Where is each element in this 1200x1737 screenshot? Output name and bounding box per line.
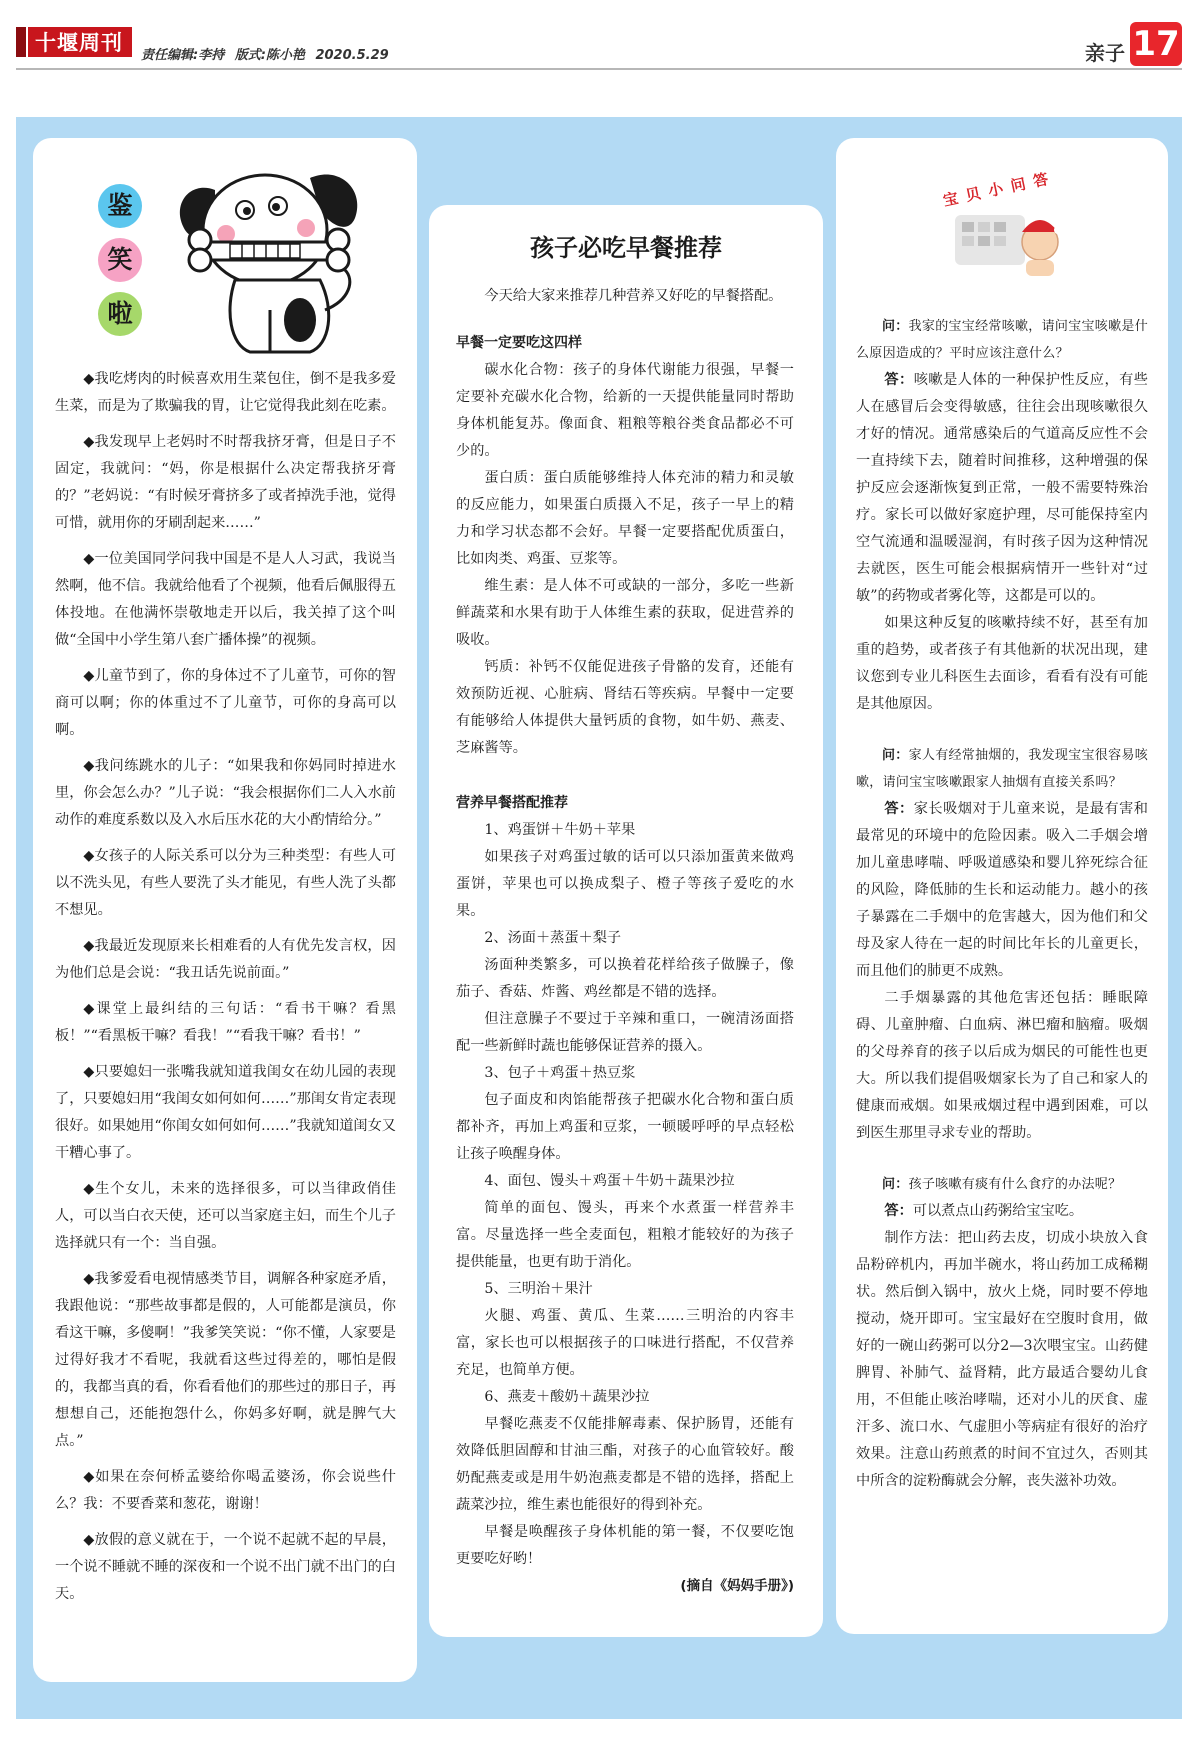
logo-bubble-2: 笑 [98,238,142,282]
cartoon-dog-icon [160,160,390,360]
joke-item: ◆我最近发现原来长相难看的人有优先发言权，因为他们总是会说：“我丑话先说前面。” [55,938,396,981]
joke-item: ◆我爹爱看电视情感类节目，调解各种家庭矛盾，我跟他说：“那些故事都是假的，人可能都是演员，你看这干嘛，多傻啊！”我爹笑笑说：“你不懂，人家要是过得好我才不看呢，我就看这些过得差的，哪怕是假的，我都当真的看，你看看他们的那些过的那日子，再想想自己，还能抱怨什么，你妈多好啊，就是脾气大点。” [55,1271,396,1449]
breakfast-intro: 今天给大家来推荐几种营养又好吃的早餐搭配。 [484,288,783,304]
layout-designer: 版式:陈小艳 [234,48,305,63]
question-text: 孩子咳嗽有痰有什么食疗的办法呢？ [908,1177,1122,1192]
nutrient-paragraph: 维生素：是人体不可或缺的一部分，多吃一些新鲜蔬菜和水果有助于人体维生素的获取，促进营养的吸收。 [456,578,794,648]
joke-item: ◆儿童节到了，你的身体过不了儿童节，可你的智商可以啊；你的体重过不了儿童节，可你的身高可以啊。 [55,668,396,738]
answer-3-continued: 制作方法：把山药去皮，切成小块放入食品粉碎机内，再加半碗水，将山药加工成稀糊状。然后倒入锅中，放火上烧，同时要不停地搅动，烧开即可。宝宝最好在空腹时食用，做好的一碗山药粥可以分2—3次喂宝宝。山药健脾胃、补肺气、益肾精，此方最适合婴幼儿食用，不但能止咳治哮喘，还对小儿的厌食、虚汗多、流口水、气虚胆小等病症有很好的治疗效果。注意山药煎煮的时间不宜过久，否则其中所含的淀粉酶就会分解，丧失滋补功效。 [856,1230,1148,1489]
combo-title: 6、燕麦＋酸奶＋蔬果沙拉 [484,1389,650,1405]
qa-logo [930,170,1080,280]
answer-2-continued: 二手烟暴露的其他危害还包括：睡眠障碍、儿童肿瘤、白血病、淋巴瘤和脑瘤。吸烟的父母养育的孩子以后成为烟民的可能性也更大。所以我们提倡吸烟家长为了自己和家人的健康而戒烟。如果戒烟过程中遇到困难，可以到医生那里寻求专业的帮助。 [856,990,1148,1141]
qa-logo-text: 宝贝小问答 [941,168,1058,210]
masthead-title: 十堰周刊 [35,30,123,55]
joke-item: ◆生个女儿，未来的选择很多，可以当律政俏佳人，可以当白衣天使，还可以当家庭主妇，而生个儿子选择就只有一个：当自强。 [55,1181,396,1251]
joke-item: ◆我发现早上老妈时不时帮我挤牙膏，但是日子不固定，我就问：“妈，你是根据什么决定帮我挤牙膏的？”老妈说：“有时候牙膏挤多了或者掉洗手池，觉得可惜，就用你的牙刷刮起来……” [55,434,396,531]
combo-paragraph: 包子面皮和肉馅能帮孩子把碳水化合物和蛋白质都补齐，再加上鸡蛋和豆浆，一顿暖呼呼的早点轻松让孩子唤醒身体。 [456,1092,794,1162]
editor-credits [141,44,395,63]
joke-item: ◆女孩子的人际关系可以分为三种类型：有些人可以不洗头见，有些人要洗了头才能见，有些人洗了头都不想见。 [55,848,396,918]
breakfast-title: 孩子必吃早餐推荐 [530,233,722,262]
jokes-text [55,366,396,1617]
question-label: 问： [882,748,909,763]
combo-paragraph: 但注意臊子不要过于辛辣和重口，一碗清汤面搭配一些新鲜时蔬也能够保证营养的摄入。 [456,1011,794,1054]
page-header [0,0,1200,80]
answer-text: 家长吸烟对于儿童来说，是最有害和最常见的环境中的危险因素。吸入二手烟会增加儿童患哮喘、呼吸道感染和婴儿猝死综合征的风险，降低肺的生长和运动能力。越小的孩子暴露在二手烟中的危害越大，因为他们和父母及家人待在一起的时间比年长的儿童更长，而且他们的肺更不成熟。 [856,801,1148,979]
nutrient-paragraph: 钙质：补钙不仅能促进孩子骨骼的发育，还能有效预防近视、心脏病、肾结石等疾病。早餐中一定要有能够给人体提供大量钙质的食物，如牛奶、燕麦、芝麻酱等。 [456,659,794,756]
jokes-logo [50,160,390,360]
answer-1-continued: 如果这种反复的咳嗽持续不好，甚至有加重的趋势，或者孩子有其他新的状况出现，建议您到专业儿科医生去面诊，看看有没有可能是其他原因。 [856,615,1148,712]
answer-label: 答： [884,372,914,388]
nutrient-paragraph: 碳水化合物：孩子的身体代谢能力很强，早餐一定要补充碳水化合物，给新的一天提供能量同时帮助身体机能复苏。像面食、粗粮等粮谷类食品都必不可少的。 [456,362,794,459]
question-text: 我家的宝宝经常咳嗽，请问宝宝咳嗽是什么原因造成的？平时应该注意什么？ [856,319,1149,361]
article-source: (摘自《妈妈手册》) [680,1578,794,1594]
masthead-strip [16,27,28,57]
combo-title: 3、包子＋鸡蛋＋热豆浆 [484,1065,636,1081]
combo-title: 5、三明治＋果汁 [484,1281,593,1297]
question-1 [856,313,1148,367]
combo-paragraph: 早餐吃燕麦不仅能排解毒素、保护肠胃，还能有效降低胆固醇和甘油三酯，对孩子的心血管较好。酸奶配燕麦或是用牛奶泡燕麦都是不错的选择，搭配上蔬菜沙拉，维生素也能很好的得到补充。 [456,1416,794,1513]
breakfast-text [456,283,794,1600]
combo-paragraph: 汤面种类繁多，可以换着花样给孩子做臊子，像茄子、香菇、炸酱、鸡丝都是不错的选择。 [456,957,794,1000]
answer-text: 可以煮点山药粥给宝宝吃。 [912,1203,1084,1219]
breakfast-closing: 早餐是唤醒孩子身体机能的第一餐，不仅要吃饱更要吃好哟！ [456,1524,794,1567]
section-heading-four-foods: 早餐一定要吃这四样 [456,335,582,351]
combo-paragraph: 如果孩子对鸡蛋过敏的话可以只添加蛋黄来做鸡蛋饼，苹果也可以换成梨子、橙子等孩子爱吃的水果。 [456,849,794,919]
nutrient-paragraph: 蛋白质：蛋白质能够维持人体充沛的精力和灵敏的反应能力，如果蛋白质摄入不足，孩子一早上的精力和学习状态都不会好。早餐一定要搭配优质蛋白，比如肉类、鸡蛋、豆浆等。 [456,470,794,567]
combo-title: 2、汤面＋蒸蛋＋梨子 [484,930,622,946]
combo-paragraph: 火腿、鸡蛋、黄瓜、生菜……三明治的内容丰富，家长也可以根据孩子的口味进行搭配，不仅营养充足，也简单方便。 [456,1308,794,1378]
logo-bubble-1: 鉴 [98,184,142,228]
question-label: 问： [882,1177,909,1192]
joke-item: ◆我吃烤肉的时候喜欢用生菜包住，倒不是我多爱生菜，而是为了欺骗我的胃，让它觉得我此刻在吃素。 [55,371,396,414]
answer-label: 答： [884,1203,913,1219]
answer-text: 咳嗽是人体的一种保护性反应，有些人在感冒后会变得敏感，往往会出现咳嗽很久才好的情况。通常感染后的气道高反应性不会一直持续下去，随着时间推移，这种增强的保护反应会逐渐恢复到正常，一般不需要特殊治疗。家长可以做好家庭护理，尽可能保持室内空气流通和温暖湿润，有时孩子因为这种情况去就医，医生可能会根据病情开一些针对“过敏”的药物或者雾化等，这都是可以的。 [856,372,1148,604]
section-heading-combos: 营养早餐搭配推荐 [456,795,568,811]
question-label: 问： [882,319,909,334]
answer-label: 答： [884,801,914,817]
joke-item: ◆我问练跳水的儿子：“如果我和你妈同时掉进水里，你会怎么办？”儿子说：“我会根据你们二人入水前动作的难度系数以及入水后压水花的大小酌情给分。” [55,758,396,828]
header-divider [16,68,1182,70]
answer-3 [856,1198,1148,1225]
page-number-badge: 17 [1130,22,1182,66]
question-3 [856,1171,1148,1198]
issue-date: 2020.5.29 [315,48,389,63]
joke-item: ◆只要媳妇一张嘴我就知道我闺女在幼儿园的表现了，只要媳妇用“我闺女如何如何……”那闺女肯定表现很好。如果她用“你闺女如何如何……”我就知道闺女又干糟心事了。 [55,1064,396,1161]
editor-name: 责任编辑:李持 [141,48,225,63]
qa-text [856,313,1148,1495]
joke-item: ◆一位美国同学问我中国是不是人人习武，我说当然啊，他不信。我就给他看了个视频，他看后佩服得五体投地。在他满怀崇敬地走开以后，我关掉了这个叫做“全国中小学生第八套广播体操”的视频。 [55,551,396,648]
section-name: 亲子 [1085,41,1125,65]
combo-title: 4、面包、馒头＋鸡蛋＋牛奶＋蔬果沙拉 [484,1173,735,1189]
combo-title: 1、鸡蛋饼＋牛奶＋苹果 [484,822,636,838]
joke-item: ◆课堂上最纠结的三句话：“看书干嘛？看黑板！”“看黑板干嘛？看我！”“看我干嘛？看书！” [55,1001,396,1044]
question-text: 家人有经常抽烟的，我发现宝宝很容易咳嗽，请问宝宝咳嗽跟家人抽烟有直接关系吗？ [856,748,1149,790]
answer-1 [856,367,1148,610]
joke-item: ◆放假的意义就在于，一个说不起就不起的早晨，一个说不睡就不睡的深夜和一个说不出门就不出门的白天。 [55,1532,396,1602]
logo-bubble-3: 啦 [98,292,142,336]
joke-item: ◆如果在奈何桥孟婆给你喝孟婆汤，你会说些什么？我：不要香菜和葱花，谢谢！ [55,1469,396,1512]
answer-2 [856,796,1148,985]
masthead-logo [16,27,132,57]
combo-paragraph: 简单的面包、馒头，再来个水煮蛋一样营养丰富。尽量选择一些全麦面包，粗粮才能较好的为孩子提供能量，也更有助于消化。 [456,1200,794,1270]
question-2 [856,742,1148,796]
